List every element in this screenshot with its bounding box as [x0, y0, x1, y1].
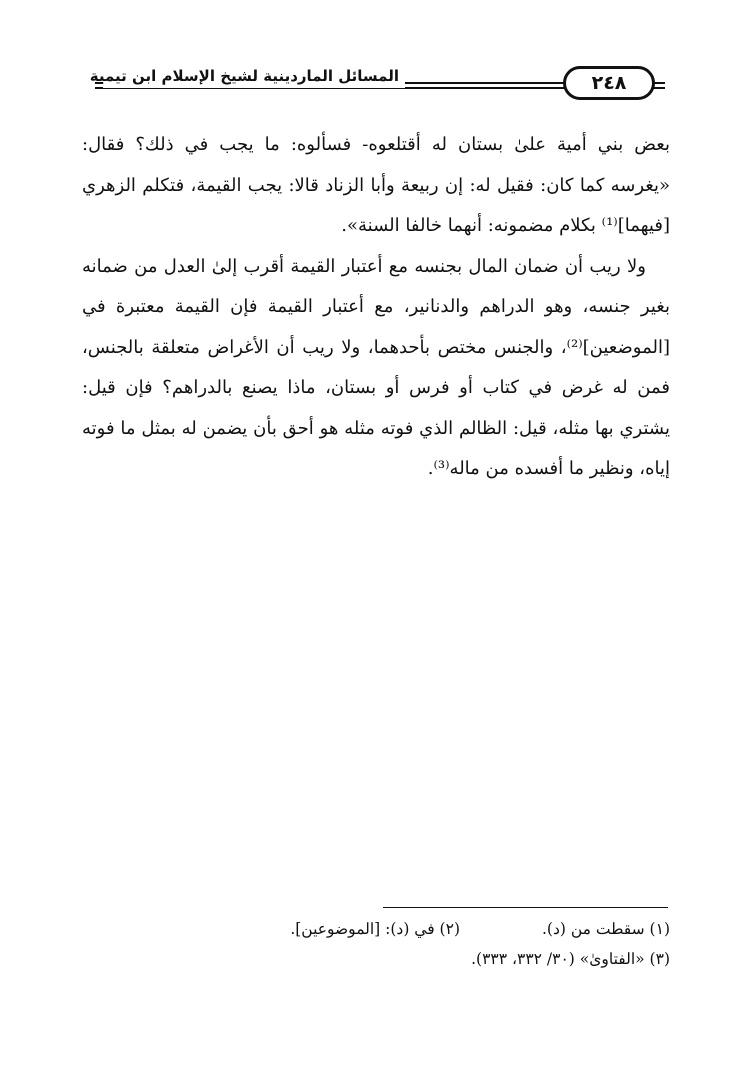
- running-header: [89, 62, 665, 112]
- footnotes: [150, 914, 670, 974]
- footnote-row-2: [150, 944, 670, 974]
- page-number-badge: ٢٤٨: [563, 66, 655, 100]
- footnote-row-1: [150, 914, 670, 944]
- main-text: [82, 125, 670, 490]
- footnote-3: (٣) «الفتاوىٰ» (٣٠/ ٣٣٢، ٣٣٣).: [471, 950, 670, 968]
- footnote-separator: [383, 907, 668, 908]
- running-title: المسائل الماردينية لشيخ الإسلام ابن تيمية: [103, 64, 405, 88]
- paragraph-1: بعض بني أمية علىٰ بستان له أقتلعوه- فسألوه: ما يجب في ذلك؟ فقال: «يغرسه كما كان: فقيل له: إن ربيعة وأبا الزناد قالا: يجب القيمة، فتكلم الزهري [فيهما]⁽¹⁾ بكلام مضمونه: أنهما خالفا السنة».: [82, 134, 670, 236]
- footnote-2: (٢) في (د): [الموضوعين].: [290, 920, 460, 938]
- paragraph-2: ولا ريب أن ضمان المال بجنسه مع أعتبار القيمة أقرب إلىٰ العدل من ضمانه بغير جنسه، وهو الدراهم والدنانير، مع أعتبار القيمة فإن القيمة معتبرة في [الموضعين]⁽²⁾، والجنس مختص بأحدهما، ولا ريب أن الأغراض متعلقة بالجنس، فمن له غرض في كتاب أو فرس أو بستان، ماذا يصنع بالدراهم؟ فإن قيل: يشتري بها مثله، قيل: الظالم الذي فوته مثله هو أحق بأن يضمن له بمثل ما فوته إياه، ونظير ما أفسده من ماله⁽³⁾.: [82, 255, 670, 479]
- footnote-1: (١) سقطت من (د).: [541, 920, 670, 938]
